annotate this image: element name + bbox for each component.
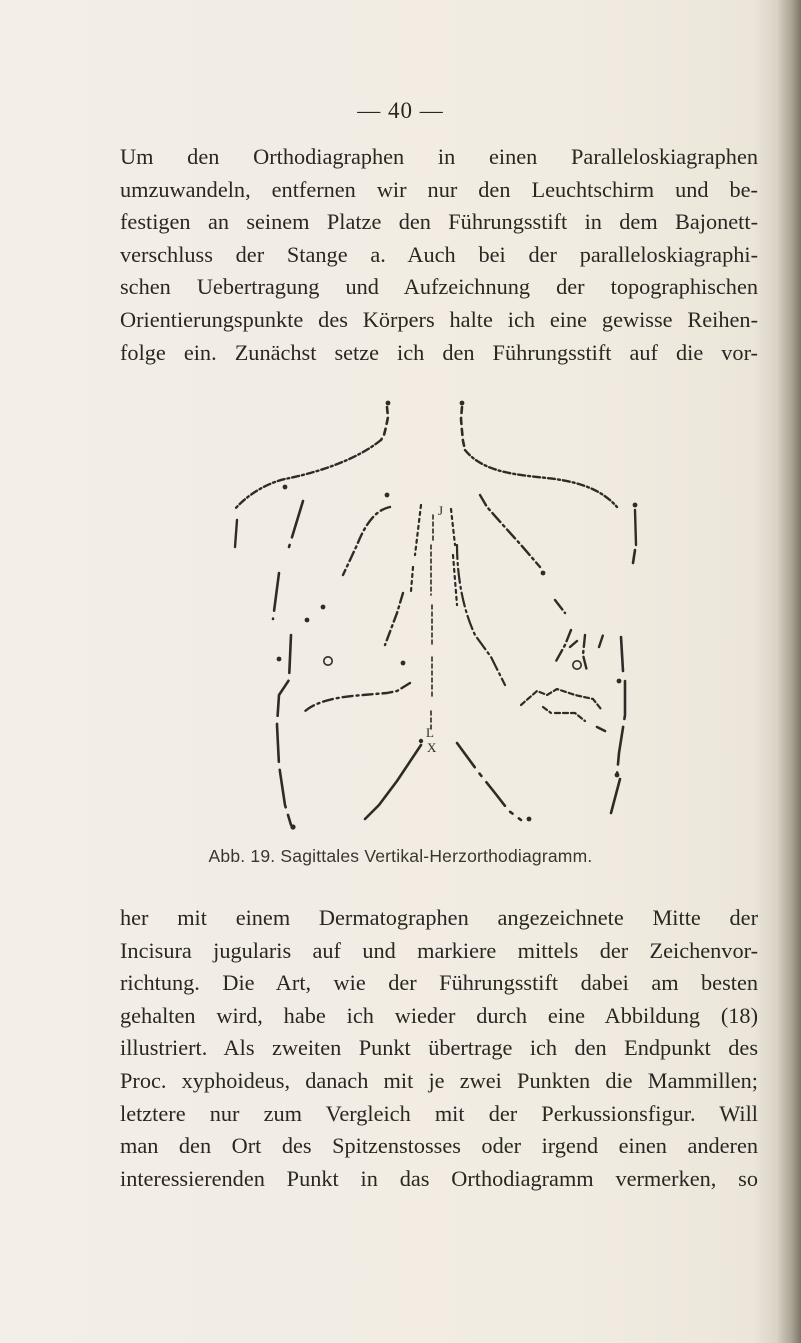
- landmark-dot: [386, 401, 391, 406]
- landmark-dot: [401, 661, 406, 666]
- landmark-dot: [277, 657, 282, 662]
- neck-line-left: [381, 407, 388, 440]
- page-edge-shadow: [777, 0, 801, 1343]
- landmark-dot: [305, 618, 310, 623]
- vessel-curve: [457, 545, 505, 685]
- text-line: Incisura jugularis auf und markiere mittels der Zeichenvor-: [120, 937, 758, 963]
- landmark-dot: [527, 817, 532, 822]
- landmark-dot: [617, 679, 622, 684]
- aortic-line-left: [411, 505, 421, 591]
- text-line: man den Ort des Spitzenstosses oder irgend einen anderen: [120, 1133, 758, 1159]
- paragraph-top: [120, 141, 758, 369]
- arm-line-right: [635, 510, 636, 545]
- torso-line-right: [611, 550, 635, 813]
- text-line: her mit einem Dermatographen angezeichnete Mitte der: [120, 905, 758, 930]
- paragraph-bottom: [120, 902, 758, 1195]
- shoulder-line-left: [235, 440, 381, 509]
- landmark-dot: [460, 401, 465, 406]
- apex-dots: [597, 727, 605, 731]
- text-line: interessierenden Punkt in das Orthodiagramm vermerken, so: [120, 1165, 758, 1191]
- text-line: richtung. Die Art, wie der Führungsstift dabei am besten: [120, 970, 758, 996]
- landmark-dot: [615, 773, 620, 778]
- text-line: illustriert. Als zweiten Punkt übertrage ich den Endpunkt des: [120, 1035, 758, 1061]
- page-number: — 40 —: [357, 98, 444, 123]
- landmark-dot: [385, 493, 390, 498]
- landmark-dot: [290, 824, 295, 829]
- heart-right-border: [480, 495, 603, 671]
- text-line: letztere nur zum Vergleich mit der Perkussionsfigur. Will: [120, 1100, 758, 1126]
- text-line: festigen an seinem Platze den Führungsstift in dem Bajonett-: [120, 209, 758, 235]
- landmark-dot: [633, 503, 638, 508]
- text-line: Orientierungspunkte des Körpers halte ich eine gewisse Reihen-: [120, 306, 758, 332]
- landmark-dot: [321, 605, 326, 610]
- landmark-dot: [541, 571, 546, 576]
- heart-left-border: [303, 507, 410, 713]
- label-l: L: [426, 725, 434, 740]
- arm-line-left: [235, 520, 237, 547]
- text-line: umzuwandeln, entfernen wir nur den Leuchtschirm und be-: [120, 176, 758, 202]
- label-x: X: [427, 740, 437, 755]
- mammilla-marker-left: [324, 657, 332, 665]
- label-j: J: [438, 503, 444, 518]
- orthodiagram-figure: [225, 395, 655, 830]
- text-line: Um den Orthodiagraphen in einen Paralleloskiagraphen: [120, 144, 758, 169]
- mammilla-marker-right: [573, 661, 581, 669]
- text-line: gehalten wird, habe ich wieder durch eine Abbildung (18): [120, 1002, 758, 1028]
- figure-caption: Abb. 19. Sagittales Vertikal-Herzorthodiagramm.: [208, 846, 593, 866]
- lower-line-right: [457, 743, 521, 820]
- midline: [431, 515, 433, 731]
- text-line: Proc. xyphoideus, danach mit je zwei Punkten die Mammillen;: [120, 1067, 758, 1093]
- landmark-dot: [283, 485, 288, 490]
- heart-apex-outline: [521, 689, 601, 721]
- shoulder-line-right: [465, 450, 617, 507]
- text-line: verschluss der Stange a. Auch bei der paralleloskiagraphi-: [120, 241, 758, 267]
- text-line: schen Uebertragung und Aufzeichnung der topographischen: [120, 274, 758, 300]
- landmark-dot: [419, 739, 423, 743]
- torso-line-left: [273, 501, 303, 825]
- neck-line-right: [461, 407, 465, 450]
- lower-line-left: [365, 745, 421, 819]
- text-line: folge ein. Zunächst setze ich den Führungsstift auf die vor-: [120, 339, 758, 365]
- aortic-line-right: [451, 509, 457, 605]
